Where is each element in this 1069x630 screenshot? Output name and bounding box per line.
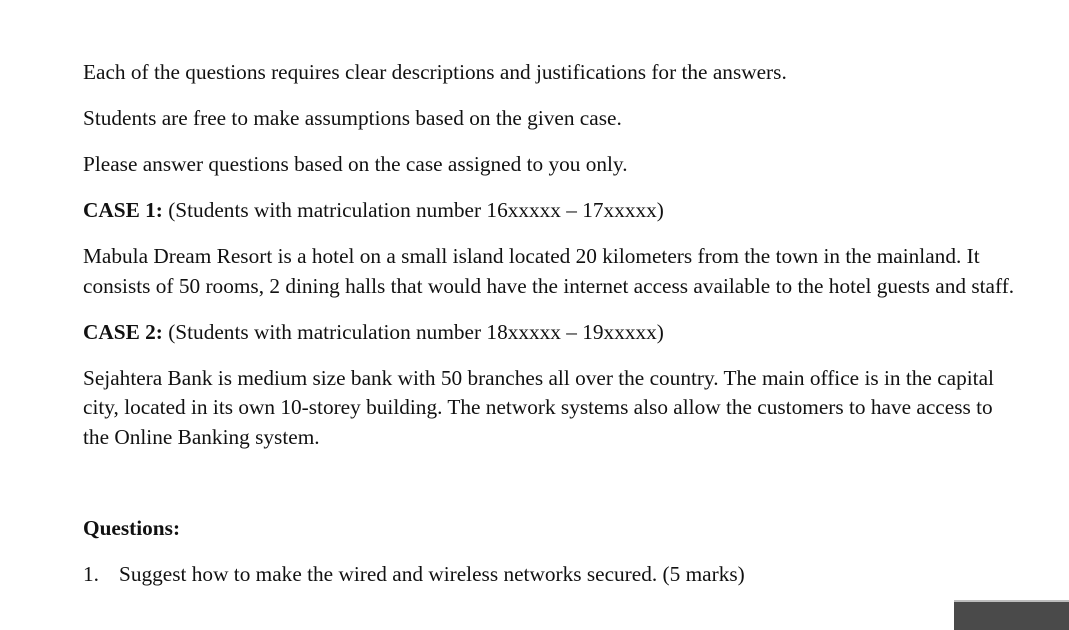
case2-criteria: (Students with matriculation number 18xxxxx – 19xxxxx) bbox=[162, 319, 664, 344]
case1-heading bbox=[83, 196, 1018, 226]
document-page bbox=[83, 58, 1018, 590]
case1-criteria: (Students with matriculation number 16xxxxx – 17xxxxx) bbox=[162, 198, 664, 222]
case1-label: CASE 1: bbox=[83, 198, 163, 222]
case2-description: Sejahtera Bank is medium size bank with 50 branches all over the country. The main office is in the capital city, located in its own 10-storey building. The network systems also allow the customers to have access to the Online Banking system. bbox=[83, 365, 994, 449]
corner-panel bbox=[954, 600, 1069, 630]
intro-paragraph-1: Each of the questions requires clear descriptions and justifications for the answers. bbox=[83, 60, 787, 84]
questions-heading: Questions: bbox=[83, 516, 181, 540]
question-text: Suggest how to make the wired and wireless networks secured. (5 marks) bbox=[119, 562, 745, 586]
intro-paragraph-2: Students are free to make assumptions based on the given case. bbox=[83, 106, 622, 130]
case2-label: CASE 2: bbox=[83, 319, 163, 344]
question-number: 1. bbox=[83, 562, 99, 586]
case1-description: Mabula Dream Resort is a hotel on a small island located 20 kilometers from the town in the mainland. It consists of 50 rooms, 2 dining halls that would have the internet access available to the hotel guests and staff. bbox=[83, 244, 1015, 298]
intro-paragraph-3: Please answer questions based on the case assigned to you only. bbox=[83, 152, 628, 176]
case2-heading bbox=[83, 318, 1018, 348]
question-item bbox=[83, 560, 1018, 590]
